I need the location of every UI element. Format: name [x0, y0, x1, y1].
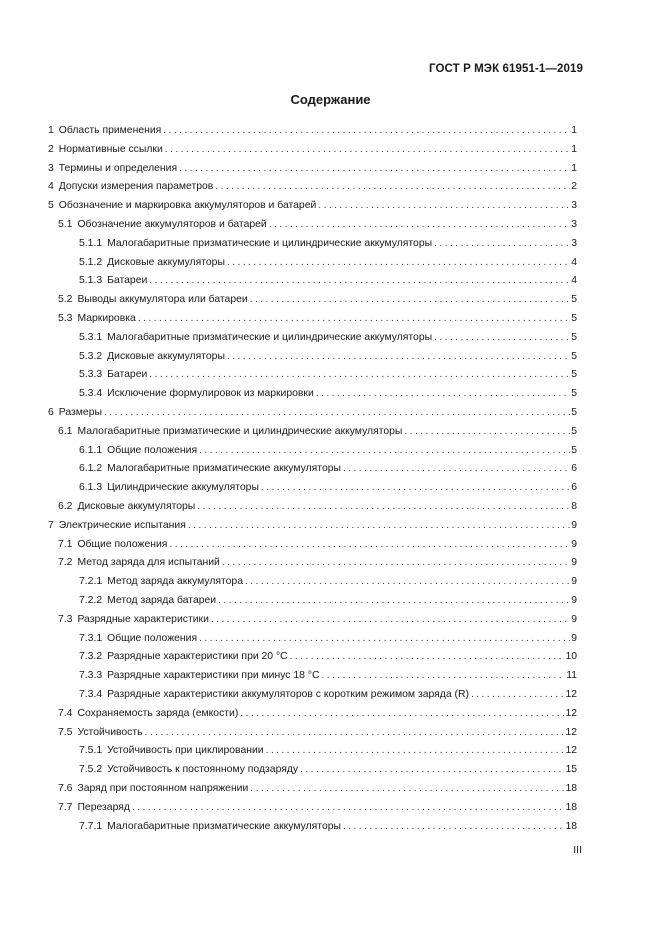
- toc-entry-label: Разрядные характеристики при 20 °С: [107, 651, 288, 663]
- toc-entry-title: [48, 519, 186, 533]
- toc-entry[interactable]: [48, 500, 577, 514]
- toc-entry-label: Дисковые аккумуляторы: [107, 350, 225, 362]
- toc-entry[interactable]: [48, 199, 577, 213]
- toc-entry-label: Малогабаритные призматические и цилиндрические аккумуляторы: [107, 331, 433, 343]
- toc-entry[interactable]: [48, 368, 577, 382]
- toc-entry-page: 9: [571, 613, 577, 625]
- toc-entry-label: Устойчивость при циклировании: [107, 745, 264, 757]
- toc-entry-number: 6.1.1: [79, 444, 103, 456]
- toc-entry[interactable]: [48, 274, 577, 288]
- toc-entry[interactable]: [48, 782, 577, 796]
- toc-entry-label: Маркировка: [77, 313, 136, 324]
- toc-entry-label: Цилиндрические аккумуляторы: [107, 482, 259, 494]
- toc-entry-number: 5.3.2: [79, 350, 103, 362]
- toc-entry-title: [58, 801, 130, 815]
- toc-leader-dots: [240, 707, 564, 721]
- toc-leader-dots: [218, 594, 570, 608]
- toc-entry-number: 6: [48, 407, 54, 418]
- toc-leader-dots: [343, 820, 564, 834]
- toc-entry[interactable]: [48, 556, 577, 570]
- toc-entry-title: [79, 274, 147, 288]
- toc-entry[interactable]: [48, 331, 577, 345]
- toc-entry-page: 5: [571, 425, 577, 437]
- toc-entry[interactable]: [48, 406, 577, 420]
- toc-entry-label: Малогабаритные призматические и цилиндрические аккумуляторы: [77, 425, 403, 437]
- toc-entry-label: Дисковые аккумуляторы: [77, 501, 196, 512]
- toc-entry-title: [58, 556, 220, 570]
- toc-entry-page: 15: [565, 764, 577, 776]
- toc-leader-dots: [211, 613, 570, 627]
- toc-entry-number: 7: [48, 519, 54, 531]
- toc-entry-label: Обозначение аккумуляторов и батарей: [77, 219, 267, 230]
- toc-entry-label: Заряд при постоянном напряжении: [77, 783, 249, 794]
- toc-entry[interactable]: [48, 162, 577, 176]
- toc-entry[interactable]: [48, 613, 577, 627]
- toc-entry-title: [48, 143, 163, 157]
- toc-entry-label: Метод заряда батареи: [107, 595, 217, 606]
- toc-entry-title: [79, 256, 225, 270]
- toc-leader-dots: [132, 801, 565, 815]
- toc-leader-dots: [149, 368, 570, 382]
- toc-entry[interactable]: [48, 444, 577, 458]
- toc-entry[interactable]: [48, 688, 577, 702]
- toc-leader-dots: [269, 218, 571, 232]
- toc-entry-page: 12: [565, 689, 577, 700]
- toc-entry-number: 5.3.1: [79, 331, 103, 343]
- toc-entry-label: Электрические испытания: [58, 519, 186, 531]
- toc-entry-title: [58, 613, 209, 627]
- toc-entry-number: 5.1.3: [79, 275, 103, 287]
- toc-entry-number: 1: [48, 125, 54, 136]
- document-id: ГОСТ Р МЭК 61951-1—2019: [429, 63, 583, 75]
- toc-entry[interactable]: [48, 256, 577, 270]
- toc-leader-dots: [199, 444, 570, 458]
- toc-entry-title: [79, 820, 341, 834]
- toc-leader-dots: [261, 481, 570, 495]
- toc-leader-dots: [104, 406, 570, 420]
- toc-leader-dots: [169, 538, 570, 552]
- toc-entry-title: [79, 650, 288, 664]
- toc-leader-dots: [471, 688, 565, 702]
- toc-leader-dots: [149, 274, 570, 288]
- toc-entry-title: [58, 782, 248, 796]
- toc-leader-dots: [245, 575, 570, 589]
- toc-entry-page: 5: [571, 388, 577, 400]
- toc-entry-title: [48, 124, 161, 138]
- toc-entry[interactable]: [48, 801, 577, 815]
- toc-entry[interactable]: [48, 180, 577, 194]
- toc-entry-label: Разрядные характеристики аккумуляторов с коротким режимом заряда (R): [107, 689, 469, 700]
- toc-entry-number: 7.3.2: [79, 651, 103, 663]
- toc-entry-label: Разрядные характеристики: [77, 613, 209, 625]
- toc-leader-dots: [227, 350, 570, 364]
- toc-entry-number: 5.2: [58, 294, 73, 306]
- toc-entry-page: 5: [571, 444, 577, 456]
- toc-entry-page: 18: [565, 801, 577, 813]
- toc-entry-label: Исключение формулировок из маркировки: [107, 388, 314, 400]
- toc-entry-title: [58, 218, 267, 232]
- toc-leader-dots: [318, 199, 570, 213]
- toc-entry-label: Перезаряд: [77, 801, 130, 813]
- toc-entry-number: 3: [48, 162, 54, 174]
- toc-leader-dots: [222, 556, 570, 570]
- toc-entry[interactable]: [48, 650, 577, 664]
- toc-entry-number: 7.2: [58, 557, 73, 569]
- toc-entry-label: Общие положения: [77, 538, 168, 550]
- toc-entry-title: [48, 162, 177, 176]
- toc-entry-title: [48, 180, 213, 194]
- toc-entry-number: 7.4: [58, 707, 73, 719]
- toc-entry-page: 3: [571, 200, 577, 212]
- toc-entry-number: 5.3: [58, 313, 73, 324]
- toc-entry-title: [79, 669, 319, 683]
- toc-leader-dots: [266, 744, 565, 758]
- toc-entry-page: 1: [571, 125, 577, 136]
- toc-entry-page: 18: [565, 783, 577, 794]
- toc-leader-dots: [199, 632, 570, 646]
- toc-leader-dots: [188, 519, 570, 533]
- toc-entry-number: 7.7.1: [79, 820, 103, 832]
- toc-entry-title: [58, 726, 143, 740]
- toc-leader-dots: [165, 143, 570, 157]
- toc-entry-number: 2: [48, 143, 54, 155]
- toc-entry[interactable]: [48, 538, 577, 552]
- toc-entry[interactable]: [48, 707, 577, 721]
- toc-entry-page: 9: [571, 538, 577, 550]
- toc-entry-page: 8: [571, 501, 577, 512]
- toc-entry-page: 3: [571, 237, 577, 249]
- toc-entry-number: 5: [48, 200, 54, 212]
- toc-entry-label: Дисковые аккумуляторы: [107, 256, 225, 268]
- toc-leader-dots: [250, 782, 564, 796]
- toc-entry-label: Выводы аккумулятора или батареи: [77, 294, 248, 306]
- toc-entry-title: [79, 594, 216, 608]
- toc-entry-page: 5: [571, 369, 577, 381]
- toc-entry-title: [58, 538, 167, 552]
- toc-entry-title: [79, 688, 469, 702]
- toc-entry-number: 7.3.1: [79, 632, 103, 644]
- toc-entry-number: 5.3.3: [79, 369, 103, 381]
- toc-entry-page: 4: [571, 256, 577, 268]
- toc-entry[interactable]: [48, 387, 577, 401]
- toc-entry-title: [79, 387, 314, 401]
- toc-entry-number: 5.1.1: [79, 237, 103, 249]
- toc-leader-dots: [163, 124, 570, 138]
- toc-entry-number: 5.3.4: [79, 388, 103, 400]
- toc-entry-title: [79, 763, 298, 777]
- toc-entry-page: 9: [571, 595, 577, 606]
- toc-entry[interactable]: [48, 726, 577, 740]
- toc-leader-dots: [316, 387, 570, 401]
- toc-leader-dots: [250, 293, 571, 307]
- toc-entry-label: Малогабаритные призматические и цилиндрические аккумуляторы: [107, 237, 433, 249]
- toc-entry-label: Метод заряда для испытаний: [77, 557, 220, 569]
- toc-entry[interactable]: [48, 763, 577, 777]
- toc-entry-page: 18: [565, 820, 577, 832]
- toc-entry-label: Термины и определения: [58, 162, 178, 174]
- toc-entry-page: 9: [571, 632, 577, 644]
- toc-leader-dots: [197, 500, 570, 514]
- toc-entry-number: 7.6: [58, 783, 73, 794]
- toc-entry[interactable]: [48, 594, 577, 608]
- toc-entry-number: 7.3.4: [79, 689, 103, 700]
- toc-entry[interactable]: [48, 218, 577, 232]
- toc-entry-page: 12: [565, 745, 577, 757]
- toc-entry-page: 5: [571, 350, 577, 362]
- toc-leader-dots: [300, 763, 564, 777]
- toc-entry-label: Метод заряда аккумулятора: [107, 576, 243, 588]
- toc-entry-title: [48, 199, 316, 213]
- toc-entry-title: [79, 744, 264, 758]
- toc-entry[interactable]: [48, 820, 577, 834]
- toc-entry-title: [58, 312, 136, 326]
- toc-entry-number: 7.2.1: [79, 576, 103, 588]
- toc-entry-number: 5.1: [58, 219, 73, 230]
- toc-entry-number: 6.1.2: [79, 463, 103, 475]
- toc-entry-number: 4: [48, 181, 54, 193]
- toc-leader-dots: [179, 162, 570, 176]
- toc-entry-title: [79, 462, 341, 476]
- toc-leader-dots: [145, 726, 565, 740]
- toc-entry-page: 12: [565, 707, 577, 719]
- toc-entry-number: 7.7: [58, 801, 73, 813]
- toc-entry-page: 1: [571, 143, 577, 155]
- toc-leader-dots: [404, 425, 570, 439]
- toc-entry[interactable]: [48, 481, 577, 495]
- toc-entry-number: 7.3.3: [79, 670, 103, 682]
- toc-entry-number: 7.5.2: [79, 764, 103, 776]
- toc-entry-title: [79, 444, 197, 458]
- toc-entry[interactable]: [48, 669, 577, 683]
- toc-entry-label: Размеры: [58, 407, 102, 418]
- toc-entry-label: Нормативные ссылки: [58, 143, 163, 155]
- toc-entry-label: Малогабаритные призматические аккумуляторы: [107, 820, 341, 832]
- toc-entry-number: 6.1: [58, 425, 73, 437]
- toc-entry-page: 9: [571, 519, 577, 531]
- toc-entry-title: [79, 632, 197, 646]
- toc-entry-title: [58, 500, 195, 514]
- toc-entry-title: [79, 368, 147, 382]
- page-title: Содержание: [290, 92, 371, 107]
- toc-entry-label: Сохраняемость заряда (емкости): [77, 707, 239, 719]
- toc-entry-title: [48, 406, 102, 420]
- toc-leader-dots: [321, 669, 565, 683]
- toc-entry[interactable]: [48, 575, 577, 589]
- toc-leader-dots: [434, 237, 570, 251]
- toc-entry-number: 7.3: [58, 613, 73, 625]
- toc-entry-label: Обозначение и маркировка аккумуляторов и батарей: [58, 200, 317, 212]
- toc-entry-label: Разрядные характеристики при минус 18 °С: [107, 670, 320, 682]
- toc-leader-dots: [434, 331, 570, 345]
- toc-entry[interactable]: [48, 124, 577, 138]
- toc-entry-page: 5: [571, 294, 577, 306]
- toc-entry[interactable]: [48, 312, 577, 326]
- toc-entry-label: Батареи: [107, 275, 148, 287]
- toc-entry-page: 5: [571, 331, 577, 343]
- toc-entry[interactable]: [48, 350, 577, 364]
- toc-entry-page: 11: [566, 670, 577, 682]
- toc-entry[interactable]: [48, 519, 577, 533]
- toc-entry[interactable]: [48, 237, 577, 251]
- toc-entry-label: Область применения: [58, 125, 162, 136]
- toc-entry-number: 7.5.1: [79, 745, 103, 757]
- toc-entry[interactable]: [48, 425, 577, 439]
- toc-entry[interactable]: [48, 293, 577, 307]
- toc-entry-number: 6.1.3: [79, 482, 103, 494]
- toc-leader-dots: [215, 180, 570, 194]
- toc-entry-page: 3: [571, 219, 577, 230]
- toc-entry-title: [79, 331, 432, 345]
- toc-entry[interactable]: [48, 744, 577, 758]
- toc-entry-page: 5: [571, 313, 577, 324]
- toc-entry-title: [79, 481, 259, 495]
- toc-entry-title: [79, 350, 225, 364]
- toc-entry-page: 1: [571, 162, 577, 174]
- toc-entry-page: 9: [571, 576, 577, 588]
- toc-entry-number: 7.1: [58, 538, 73, 550]
- page-number: III: [573, 844, 582, 856]
- toc-entry-label: Допуски измерения параметров: [58, 181, 214, 193]
- toc-leader-dots: [227, 256, 570, 270]
- toc-entry-page: 9: [571, 557, 577, 569]
- toc-entry-page: 12: [565, 726, 577, 738]
- toc-entry-page: 2: [571, 181, 577, 193]
- toc-entry-title: [79, 575, 243, 589]
- toc-leader-dots: [138, 312, 570, 326]
- toc-entry-title: [79, 237, 432, 251]
- toc-entry-page: 6: [571, 482, 577, 494]
- toc-entry-title: [58, 425, 402, 439]
- toc-entry[interactable]: [48, 462, 577, 476]
- toc-entry-label: Батареи: [107, 369, 148, 381]
- toc-entry-label: Общие положения: [107, 444, 198, 456]
- toc-entry-label: Общие положения: [107, 632, 198, 644]
- toc-entry-label: Устойчивость к постоянному подзаряду: [107, 764, 299, 776]
- toc-entry-number: 5.1.2: [79, 256, 103, 268]
- toc-entry-page: 4: [571, 275, 577, 287]
- toc-leader-dots: [290, 650, 565, 664]
- toc-entry-number: 7.5: [58, 726, 73, 738]
- toc-entry-label: Устойчивость: [77, 726, 143, 738]
- toc-entry-number: 7.2.2: [79, 595, 103, 606]
- toc-entry-number: 6.2: [58, 501, 73, 512]
- toc-entry-title: [58, 293, 248, 307]
- toc-entry-page: 6: [571, 463, 577, 475]
- toc-leader-dots: [343, 462, 570, 476]
- toc-entry[interactable]: [48, 632, 577, 646]
- toc-entry-title: [58, 707, 238, 721]
- toc-entry-label: Малогабаритные призматические аккумуляторы: [107, 463, 341, 475]
- toc-entry-page: 10: [565, 651, 577, 663]
- toc-entry-page: 5: [571, 407, 577, 418]
- toc-entry[interactable]: [48, 143, 577, 157]
